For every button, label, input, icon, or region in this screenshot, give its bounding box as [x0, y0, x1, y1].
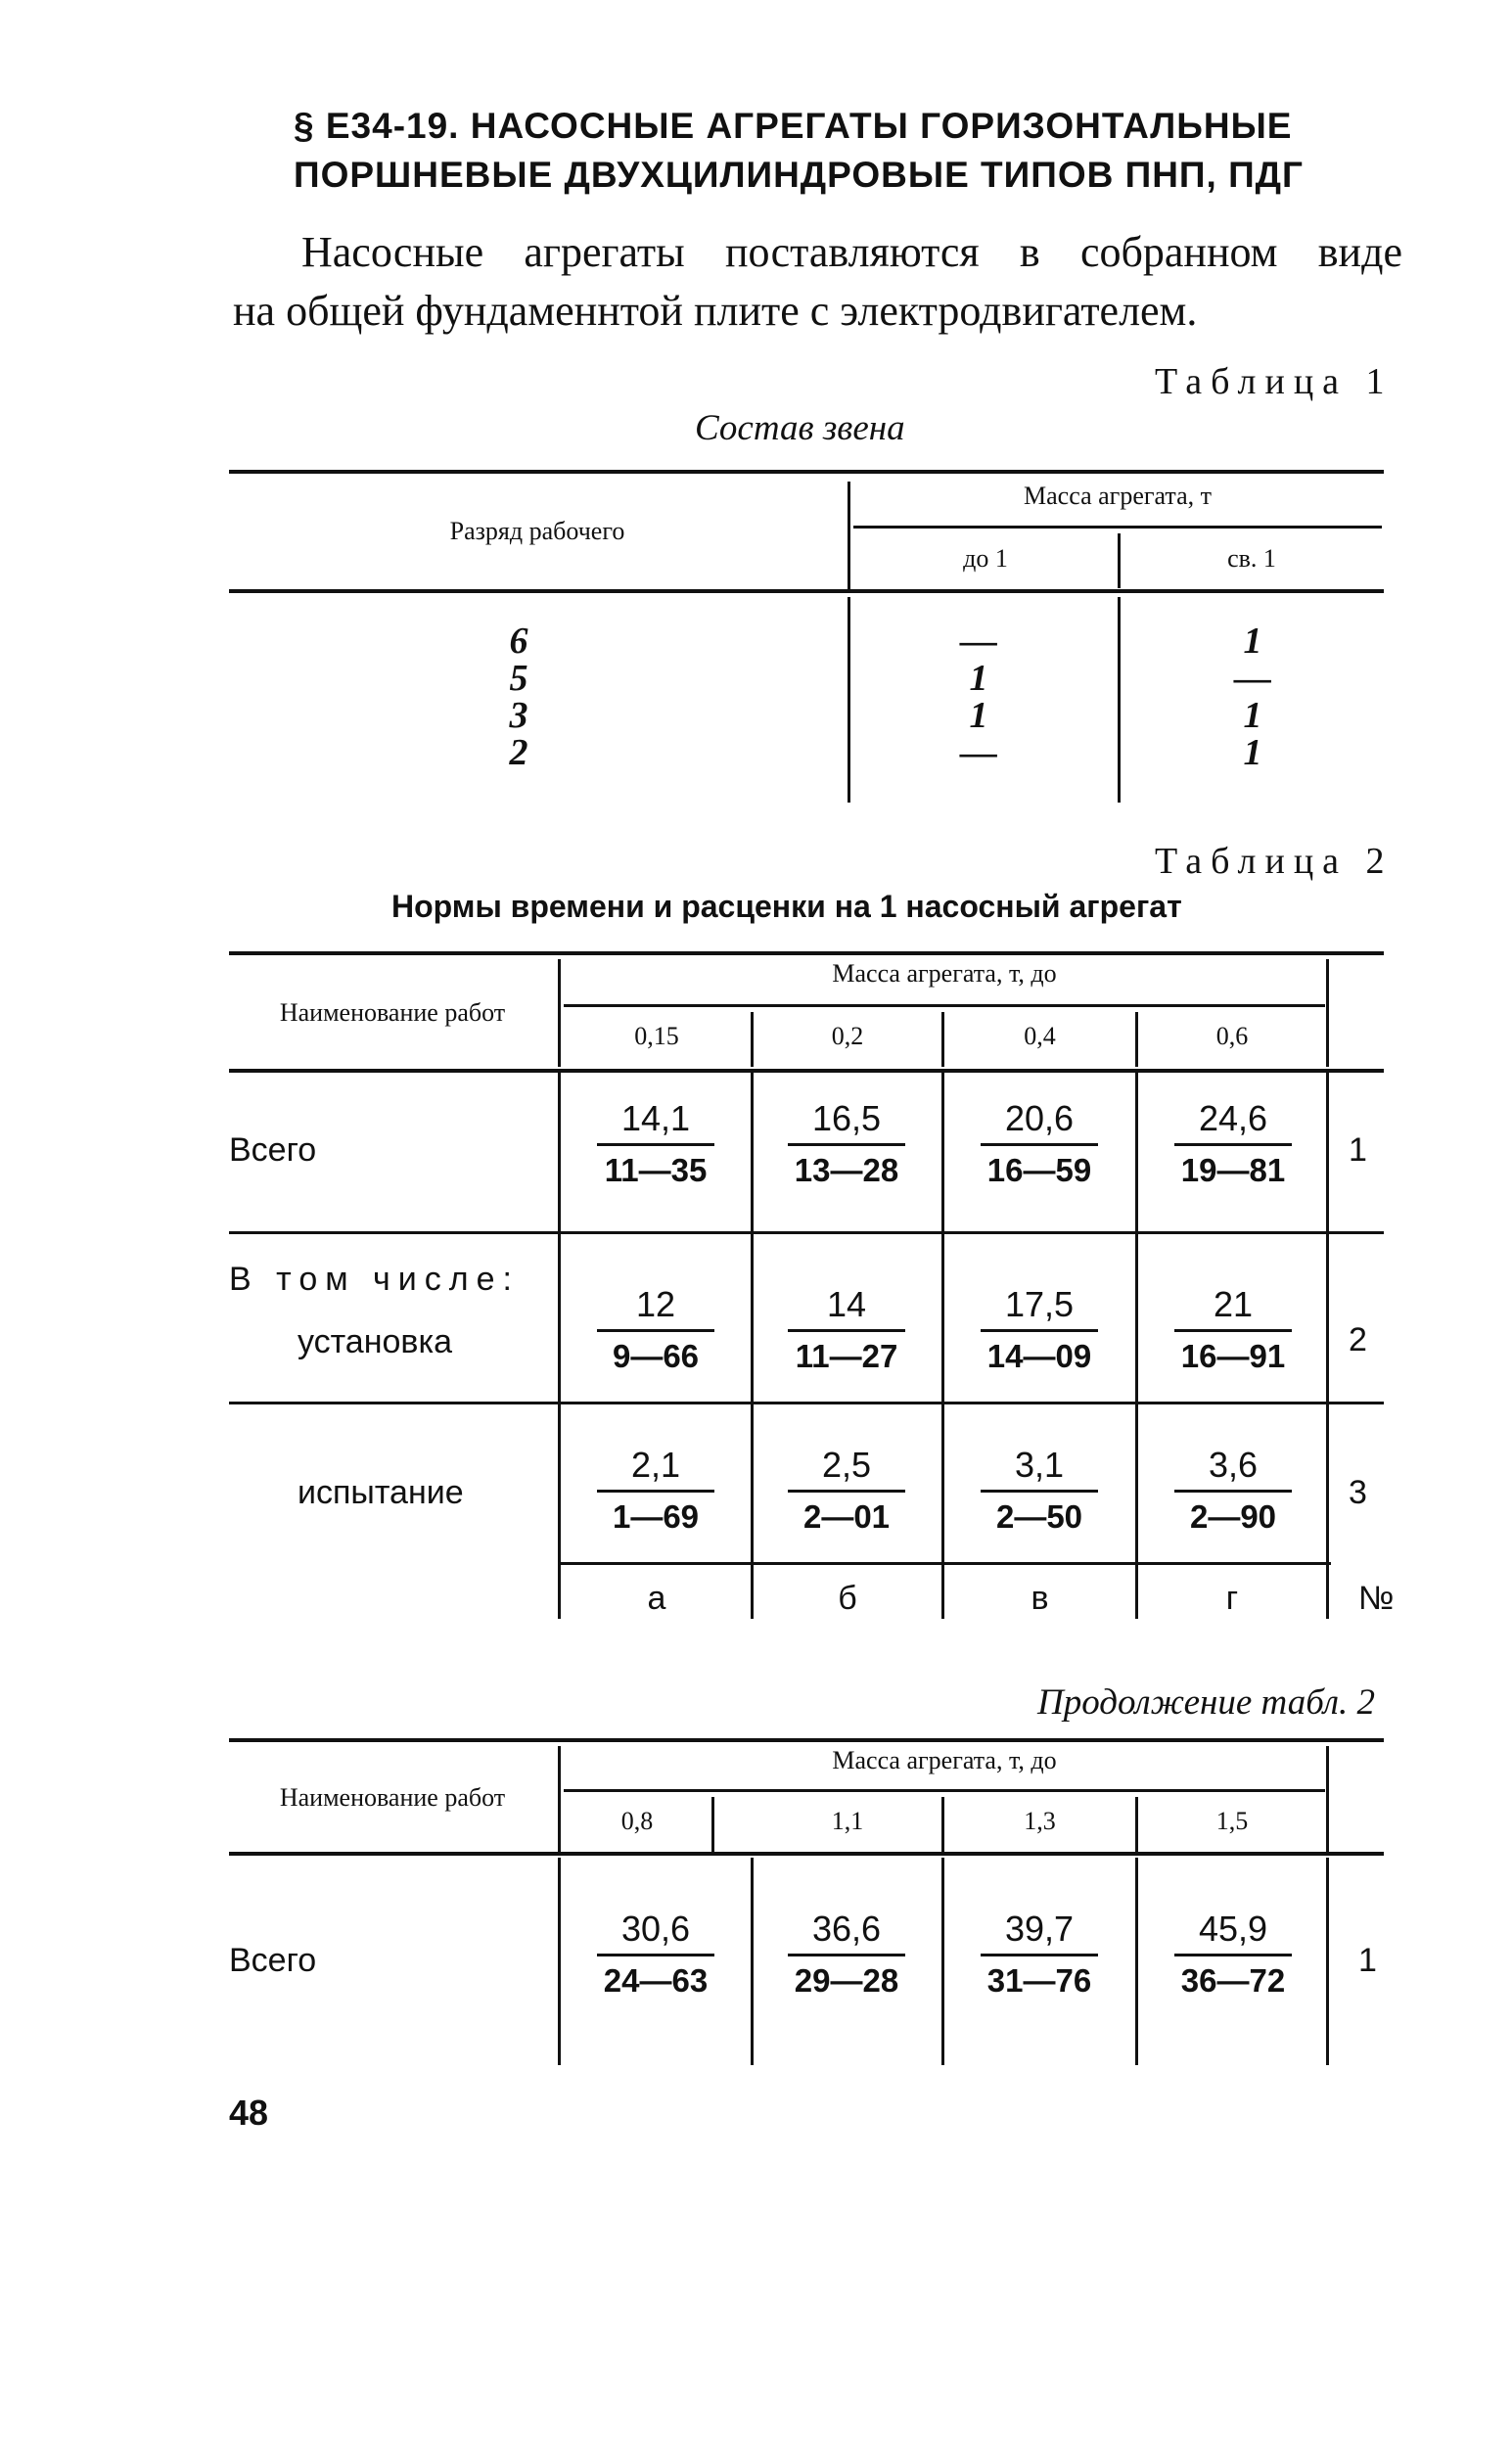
rate: 31—76 [986, 1962, 1092, 1999]
table2-label: Таблица 2 [1155, 841, 1394, 882]
table2-row3-no: 3 [1349, 1474, 1367, 1511]
table2-body-div3 [1135, 1073, 1138, 1619]
table2-header-rule [564, 1004, 1325, 1007]
table2-r2-c2 [788, 1282, 905, 1379]
section-heading [294, 102, 1390, 200]
rate: 16—59 [986, 1152, 1092, 1188]
rate: 24—63 [603, 1962, 709, 1999]
table2-r2-c4 [1174, 1282, 1292, 1379]
table2-r1-c4 [1174, 1096, 1292, 1193]
table2cont-name-divider [558, 1746, 561, 1852]
table1-a-row4: — [960, 732, 997, 773]
rate: 11—27 [795, 1338, 898, 1374]
table2-r3-c1 [597, 1443, 714, 1540]
table2-caption: Нормы времени и расценки на 1 насосный агрегат [391, 889, 1182, 924]
norm-time: 36,6 [788, 1907, 905, 1956]
table1-top-rule [229, 470, 1384, 474]
page-number: 48 [229, 2093, 269, 2133]
table1-b-row3: 1 [1243, 695, 1262, 736]
table1-col-header: Разряд рабочего [449, 517, 625, 545]
table2cont-subheader-1: 0,8 [620, 1807, 654, 1835]
table1-a-row3: 1 [969, 695, 988, 736]
rate: 19—81 [1180, 1152, 1286, 1188]
table2cont-r1-c3 [981, 1907, 1098, 2003]
table2-r3-c2 [788, 1443, 905, 1540]
table2cont-row1-label: Всего [229, 1942, 317, 1979]
table2-r1-c1 [597, 1096, 714, 1193]
table2-row2-no: 2 [1349, 1321, 1367, 1358]
table2cont-no-divider [1326, 1746, 1329, 1852]
norm-time: 30,6 [597, 1907, 714, 1956]
table2cont-header-rule [564, 1789, 1325, 1792]
table1-header-rule [853, 526, 1382, 529]
table1-grade-5: 5 [509, 658, 528, 699]
intro-line1: Насосные агрегаты поставляются в собранном виде [301, 228, 1402, 276]
norm-time: 12 [597, 1282, 714, 1332]
table2-r2-c1 [597, 1282, 714, 1379]
norm-time: 14,1 [597, 1096, 714, 1146]
table1-body-divider [848, 597, 850, 803]
norm-time: 20,6 [981, 1096, 1098, 1146]
table2-subheader-3: 0,4 [1024, 1022, 1056, 1050]
table1-label: Таблица 1 [1155, 361, 1394, 402]
table2-header-bottom-rule [229, 1069, 1384, 1073]
table1-a-row1: — [960, 621, 997, 662]
table2cont-header-bottom-rule [229, 1852, 1384, 1856]
table2-row2-sublabel: установка [298, 1323, 452, 1360]
norm-time: 17,5 [981, 1282, 1098, 1332]
table2-r1-c3 [981, 1096, 1098, 1193]
rate: 2—90 [1189, 1498, 1277, 1535]
table2cont-r1-c1 [597, 1907, 714, 2003]
table2cont-label: Продолжение табл. 2 [1037, 1682, 1376, 1723]
table2cont-subheader-4: 1,5 [1215, 1807, 1249, 1835]
table2-r3-c3 [981, 1443, 1098, 1540]
table1-b-row4: 1 [1243, 732, 1262, 773]
table1-grade-3: 3 [509, 695, 528, 736]
table2-footer-rule [558, 1562, 1331, 1565]
rate: 11—35 [604, 1152, 708, 1188]
rate: 13—28 [794, 1152, 899, 1188]
rate: 2—01 [802, 1498, 891, 1535]
rate: 16—91 [1180, 1338, 1286, 1374]
rate: 29—28 [794, 1962, 899, 1999]
table1-body-subdivider [1118, 597, 1121, 803]
table2cont-body-div1 [751, 1858, 754, 2065]
table2cont-body-div4 [1326, 1858, 1329, 2065]
table2-col-header: Наименование работ [279, 998, 506, 1027]
table2-r3-c4 [1174, 1443, 1292, 1540]
table2-col-letter-v: в [1031, 1580, 1049, 1617]
rate: 1—69 [612, 1498, 700, 1535]
norm-time: 3,6 [1174, 1443, 1292, 1493]
table1-col-b [1223, 622, 1282, 771]
table2-top-rule [229, 951, 1384, 955]
table1-group-header: Масса агрегата, т [1024, 482, 1212, 510]
table2-name-divider [558, 959, 561, 1067]
table2-row1-label: Всего [229, 1131, 317, 1169]
table2-subheader-2: 0,2 [831, 1022, 864, 1050]
table2-col-letter-g: г [1225, 1580, 1239, 1617]
table2-subheader-1: 0,15 [634, 1022, 679, 1050]
table1-divider [848, 482, 850, 589]
table2-row1-no: 1 [1349, 1131, 1367, 1169]
table1-subheader-1: до 1 [963, 544, 1008, 573]
table2-no-label: № [1358, 1580, 1395, 1617]
table2-row3-sublabel: испытание [298, 1474, 464, 1511]
table2-body-div0 [558, 1073, 561, 1619]
table2cont-body-div3 [1135, 1858, 1138, 2065]
norm-time: 3,1 [981, 1443, 1098, 1493]
table2-row-rule1 [229, 1231, 1384, 1234]
norm-time: 45,9 [1174, 1907, 1292, 1956]
table2cont-top-rule [229, 1738, 1384, 1742]
table1-b-row2: — [1234, 658, 1271, 699]
table2-no-divider [1326, 959, 1329, 1067]
table2-row2-label: В том числе: [229, 1261, 520, 1298]
rate: 36—72 [1180, 1962, 1286, 1999]
norm-time: 24,6 [1174, 1096, 1292, 1146]
norm-time: 39,7 [981, 1907, 1098, 1956]
table2cont-body-div2 [941, 1858, 944, 2065]
table2cont-group-header: Масса агрегата, т, до [832, 1746, 1057, 1774]
norm-time: 2,5 [788, 1443, 905, 1493]
norm-time: 2,1 [597, 1443, 714, 1493]
table2cont-subheader-2: 1,1 [831, 1807, 864, 1835]
table2cont-r1-c2 [788, 1907, 905, 2003]
table2-row-rule2 [229, 1402, 1384, 1404]
table1-header-bottom-rule [229, 589, 1384, 593]
norm-time: 14 [788, 1282, 905, 1332]
table2-col-letter-b: б [838, 1580, 857, 1617]
table1-caption: Состав звена [695, 408, 905, 448]
norm-time: 21 [1174, 1282, 1292, 1332]
rate: 2—50 [995, 1498, 1083, 1535]
table1-col-a [949, 622, 1008, 771]
table1-subheader-2: св. 1 [1227, 544, 1276, 573]
section-heading-line2: ПОРШНЕВЫЕ ДВУХЦИЛИНДРОВЫЕ ТИПОВ ПНП, ПДГ [294, 155, 1304, 195]
rate: 9—66 [612, 1338, 700, 1374]
table2-r1-c2 [788, 1096, 905, 1193]
table1-b-row1: 1 [1243, 621, 1262, 662]
table2cont-row1-no: 1 [1358, 1942, 1377, 1979]
norm-time: 16,5 [788, 1096, 905, 1146]
table2-body-div1 [751, 1073, 754, 1619]
table2-col-letter-a: а [647, 1580, 666, 1617]
table2-group-header: Масса агрегата, т, до [832, 959, 1057, 988]
table1-grade-2: 2 [509, 732, 528, 773]
table2-subheader-4: 0,6 [1215, 1022, 1249, 1050]
table1-grade-6: 6 [509, 621, 528, 662]
section-heading-line1: § Е34-19. НАСОСНЫЕ АГРЕГАТЫ ГОРИЗОНТАЛЬНЫЕ [294, 106, 1293, 146]
table2cont-subheader-3: 1,3 [1024, 1807, 1056, 1835]
intro-line2: на общей фундаменнтой плите с электродвигателем. [233, 287, 1198, 335]
table2-body-div4 [1326, 1073, 1329, 1619]
table2cont-body-div0 [558, 1858, 561, 2065]
table2cont-r1-c4 [1174, 1907, 1292, 2003]
table1-a-row2: 1 [969, 658, 988, 699]
table2-r2-c3 [981, 1282, 1098, 1379]
intro-paragraph [233, 223, 1402, 341]
table1-grades [499, 622, 538, 771]
rate: 14—09 [986, 1338, 1092, 1374]
table2cont-sub-div1 [711, 1797, 714, 1852]
table2cont-col-header: Наименование работ [279, 1783, 506, 1812]
table2-body-div2 [941, 1073, 944, 1619]
